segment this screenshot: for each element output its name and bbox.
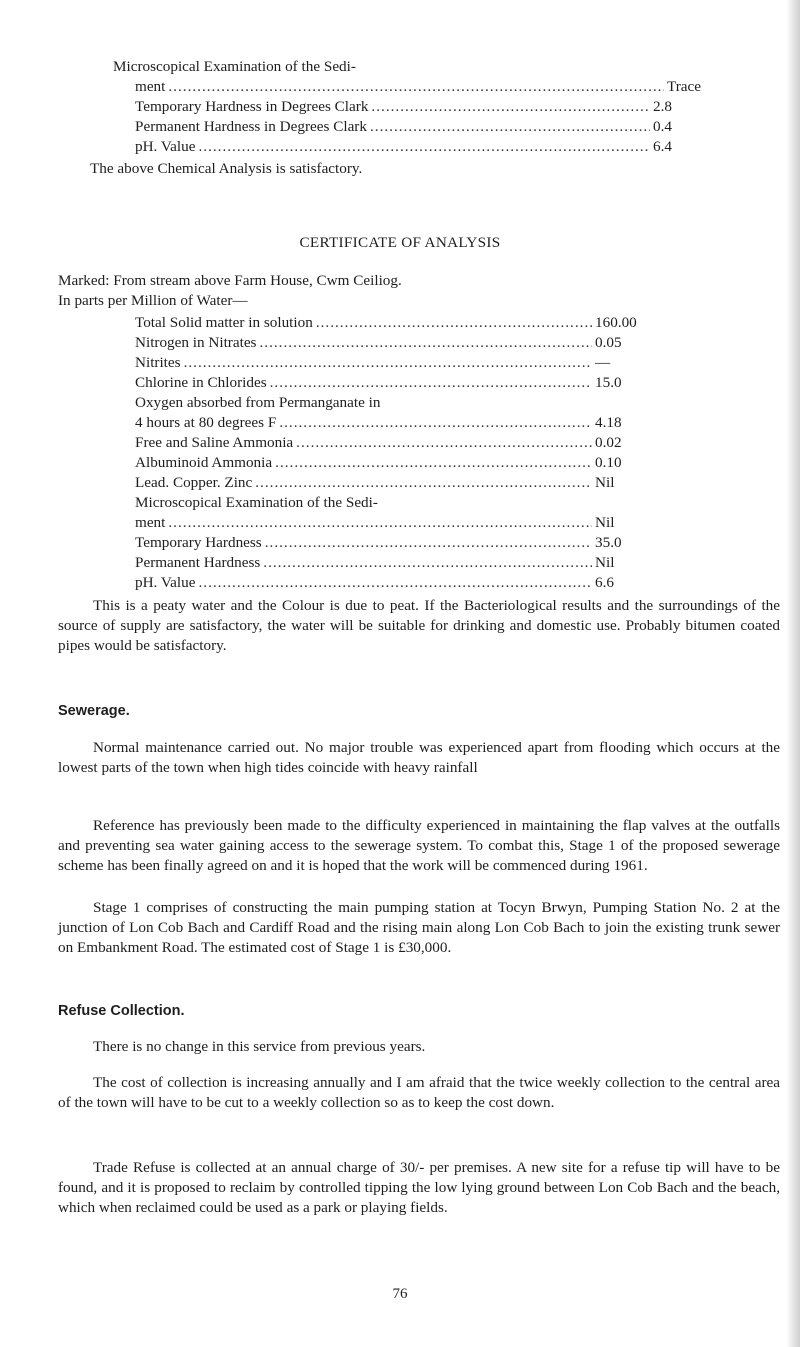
top-row-1-label-line-1: Microscopical Examination of the Sedi- bbox=[113, 58, 356, 75]
cert-row-11 bbox=[135, 554, 655, 572]
top-row-3-label: Permanent Hardness in Degrees Clark bbox=[135, 118, 367, 135]
cert-row-3 bbox=[135, 354, 655, 372]
refuse-paragraph-1 bbox=[58, 1037, 780, 1057]
refuse-heading: Refuse Collection. bbox=[58, 1003, 185, 1019]
sewerage-paragraph-1-text: Normal maintenance carried out. No major trouble was experienced apart from flooding which occurs at the lowest parts of the town when high tides coincide with heavy rainfall bbox=[58, 739, 780, 776]
top-row-3 bbox=[135, 118, 701, 136]
leader-dots bbox=[265, 534, 592, 552]
refuse-paragraph-3-text: Trade Refuse is collected at an annual charge of 30/- per premises. A new site for a refuse tip will have to be found, and it is proposed to reclaim by controlled tipping the low lying ground between Lon Cob Bach and the beach, which when reclaimed could be used as a park or playing fields. bbox=[58, 1159, 780, 1216]
cert-row-10 bbox=[135, 534, 655, 552]
cert-row-8-value: Nil bbox=[595, 474, 615, 491]
top-row-4-label: pH. Value bbox=[135, 138, 196, 155]
sewerage-paragraph-2 bbox=[58, 816, 780, 876]
cert-row-10-label: Temporary Hardness bbox=[135, 534, 262, 551]
cert-row-8-label: Lead. Copper. Zinc bbox=[135, 474, 253, 491]
cert-row-7-value: 0.10 bbox=[595, 454, 622, 471]
refuse-paragraph-2 bbox=[58, 1073, 780, 1113]
leader-dots bbox=[184, 354, 592, 372]
cert-row-11-label: Permanent Hardness bbox=[135, 554, 261, 571]
cert-row-7 bbox=[135, 454, 655, 472]
cert-row-2-label: Nitrogen in Nitrates bbox=[135, 334, 257, 351]
leader-dots bbox=[371, 98, 650, 116]
cert-row-1-value: 160.00 bbox=[595, 314, 637, 331]
cert-row-9-label-line-2: ment bbox=[135, 514, 166, 531]
leader-dots bbox=[370, 118, 650, 136]
cert-row-12 bbox=[135, 574, 655, 592]
cert-row-3-label: Nitrites bbox=[135, 354, 181, 371]
leader-dots bbox=[316, 314, 592, 332]
cert-row-5-label-line-2: 4 hours at 80 degrees F bbox=[135, 414, 277, 431]
leader-dots bbox=[263, 554, 592, 572]
top-row-2-value: 2.8 bbox=[653, 98, 672, 115]
cert-row-4 bbox=[135, 374, 655, 392]
leader-dots bbox=[270, 374, 592, 392]
cert-row-6-value: 0.02 bbox=[595, 434, 622, 451]
certificate-marked: Marked: From stream above Farm House, Cwm Ceiliog. bbox=[58, 272, 402, 289]
cert-row-5-label-line-1: Oxygen absorbed from Permanganate in bbox=[135, 394, 381, 411]
cert-row-3-value: — bbox=[595, 354, 611, 371]
leader-dots bbox=[168, 514, 592, 532]
sewerage-paragraph-1 bbox=[58, 738, 780, 778]
cert-row-1-label: Total Solid matter in solution bbox=[135, 314, 313, 331]
cert-row-9 bbox=[135, 514, 655, 532]
sewerage-paragraph-3-text: Stage 1 comprises of constructing the main pumping station at Tocyn Brwyn, Pumping Station No. 2 at the junction of Lon Cob Bach and Cardiff Road and the rising main along Lon Cob Bach to join the existing trunk sewer on Embankment Road. The estimated cost of Stage 1 is £30,000. bbox=[58, 899, 780, 956]
certificate-note bbox=[58, 596, 780, 656]
leader-dots bbox=[198, 138, 650, 156]
cert-row-12-label: pH. Value bbox=[135, 574, 196, 591]
leader-dots bbox=[255, 474, 592, 492]
top-row-3-value: 0.4 bbox=[653, 118, 672, 135]
sewerage-paragraph-2-text: Reference has previously been made to the difficulty experienced in maintaining the flap valves at the outfalls and preventing sea water gaining access to the sewerage system. To combat this, Stage 1 of the proposed sewerage scheme has been finally agreed on and it is hoped that the work will be commenced during 1961. bbox=[58, 817, 780, 874]
refuse-paragraph-3 bbox=[58, 1158, 780, 1218]
refuse-paragraph-2-text: The cost of collection is increasing annually and I am afraid that the twice weekly collection to the central area of the town will have to be cut to a weekly collection so as to keep the cost down. bbox=[58, 1074, 780, 1111]
page-number: 76 bbox=[392, 1286, 408, 1302]
cert-row-9-label-line-1: Microscopical Examination of the Sedi- bbox=[135, 494, 378, 511]
top-row-2-label: Temporary Hardness in Degrees Clark bbox=[135, 98, 369, 115]
cert-row-4-label: Chlorine in Chlorides bbox=[135, 374, 267, 391]
cert-row-7-label: Albuminoid Ammonia bbox=[135, 454, 273, 471]
sewerage-heading: Sewerage. bbox=[58, 703, 130, 719]
refuse-paragraph-1-text: There is no change in this service from previous years. bbox=[93, 1038, 426, 1055]
certificate-note-text: This is a peaty water and the Colour is due to peat. If the Bacteriological results and the surroundings of the source of supply are satisfactory, the water will be suitable for drinking and domestic use. Probably bitumen coated pipes would be satisfactory. bbox=[58, 597, 780, 654]
cert-row-6 bbox=[135, 434, 655, 452]
cert-row-8 bbox=[135, 474, 655, 492]
certificate-units: In parts per Million of Water— bbox=[58, 292, 248, 309]
cert-row-12-value: 6.6 bbox=[595, 574, 614, 591]
cert-row-5-value: 4.18 bbox=[595, 414, 622, 431]
certificate-title: CERTIFICATE OF ANALYSIS bbox=[299, 234, 501, 251]
leader-dots bbox=[275, 454, 592, 472]
sewerage-paragraph-3 bbox=[58, 898, 780, 958]
cert-row-6-label: Free and Saline Ammonia bbox=[135, 434, 294, 451]
cert-row-10-value: 35.0 bbox=[595, 534, 622, 551]
page-edge-shadow bbox=[786, 0, 800, 1347]
top-row-1-value: Trace bbox=[666, 78, 701, 95]
cert-row-4-value: 15.0 bbox=[595, 374, 622, 391]
top-row-1 bbox=[135, 78, 701, 96]
leader-dots bbox=[296, 434, 592, 452]
leader-dots bbox=[168, 78, 664, 96]
cert-row-5 bbox=[135, 414, 655, 432]
top-row-1-label-line-2: ment bbox=[135, 78, 166, 95]
cert-row-2 bbox=[135, 334, 655, 352]
top-conclusion: The above Chemical Analysis is satisfactory. bbox=[90, 160, 363, 177]
top-row-2 bbox=[135, 98, 701, 116]
cert-row-1 bbox=[135, 314, 655, 332]
cert-row-9-value: Nil bbox=[595, 514, 615, 531]
leader-dots bbox=[279, 414, 592, 432]
cert-row-2-value: 0.05 bbox=[595, 334, 622, 351]
leader-dots bbox=[198, 574, 592, 592]
top-row-4 bbox=[135, 138, 701, 156]
leader-dots bbox=[259, 334, 592, 352]
top-row-4-value: 6.4 bbox=[653, 138, 672, 155]
cert-row-11-value: Nil bbox=[595, 554, 615, 571]
